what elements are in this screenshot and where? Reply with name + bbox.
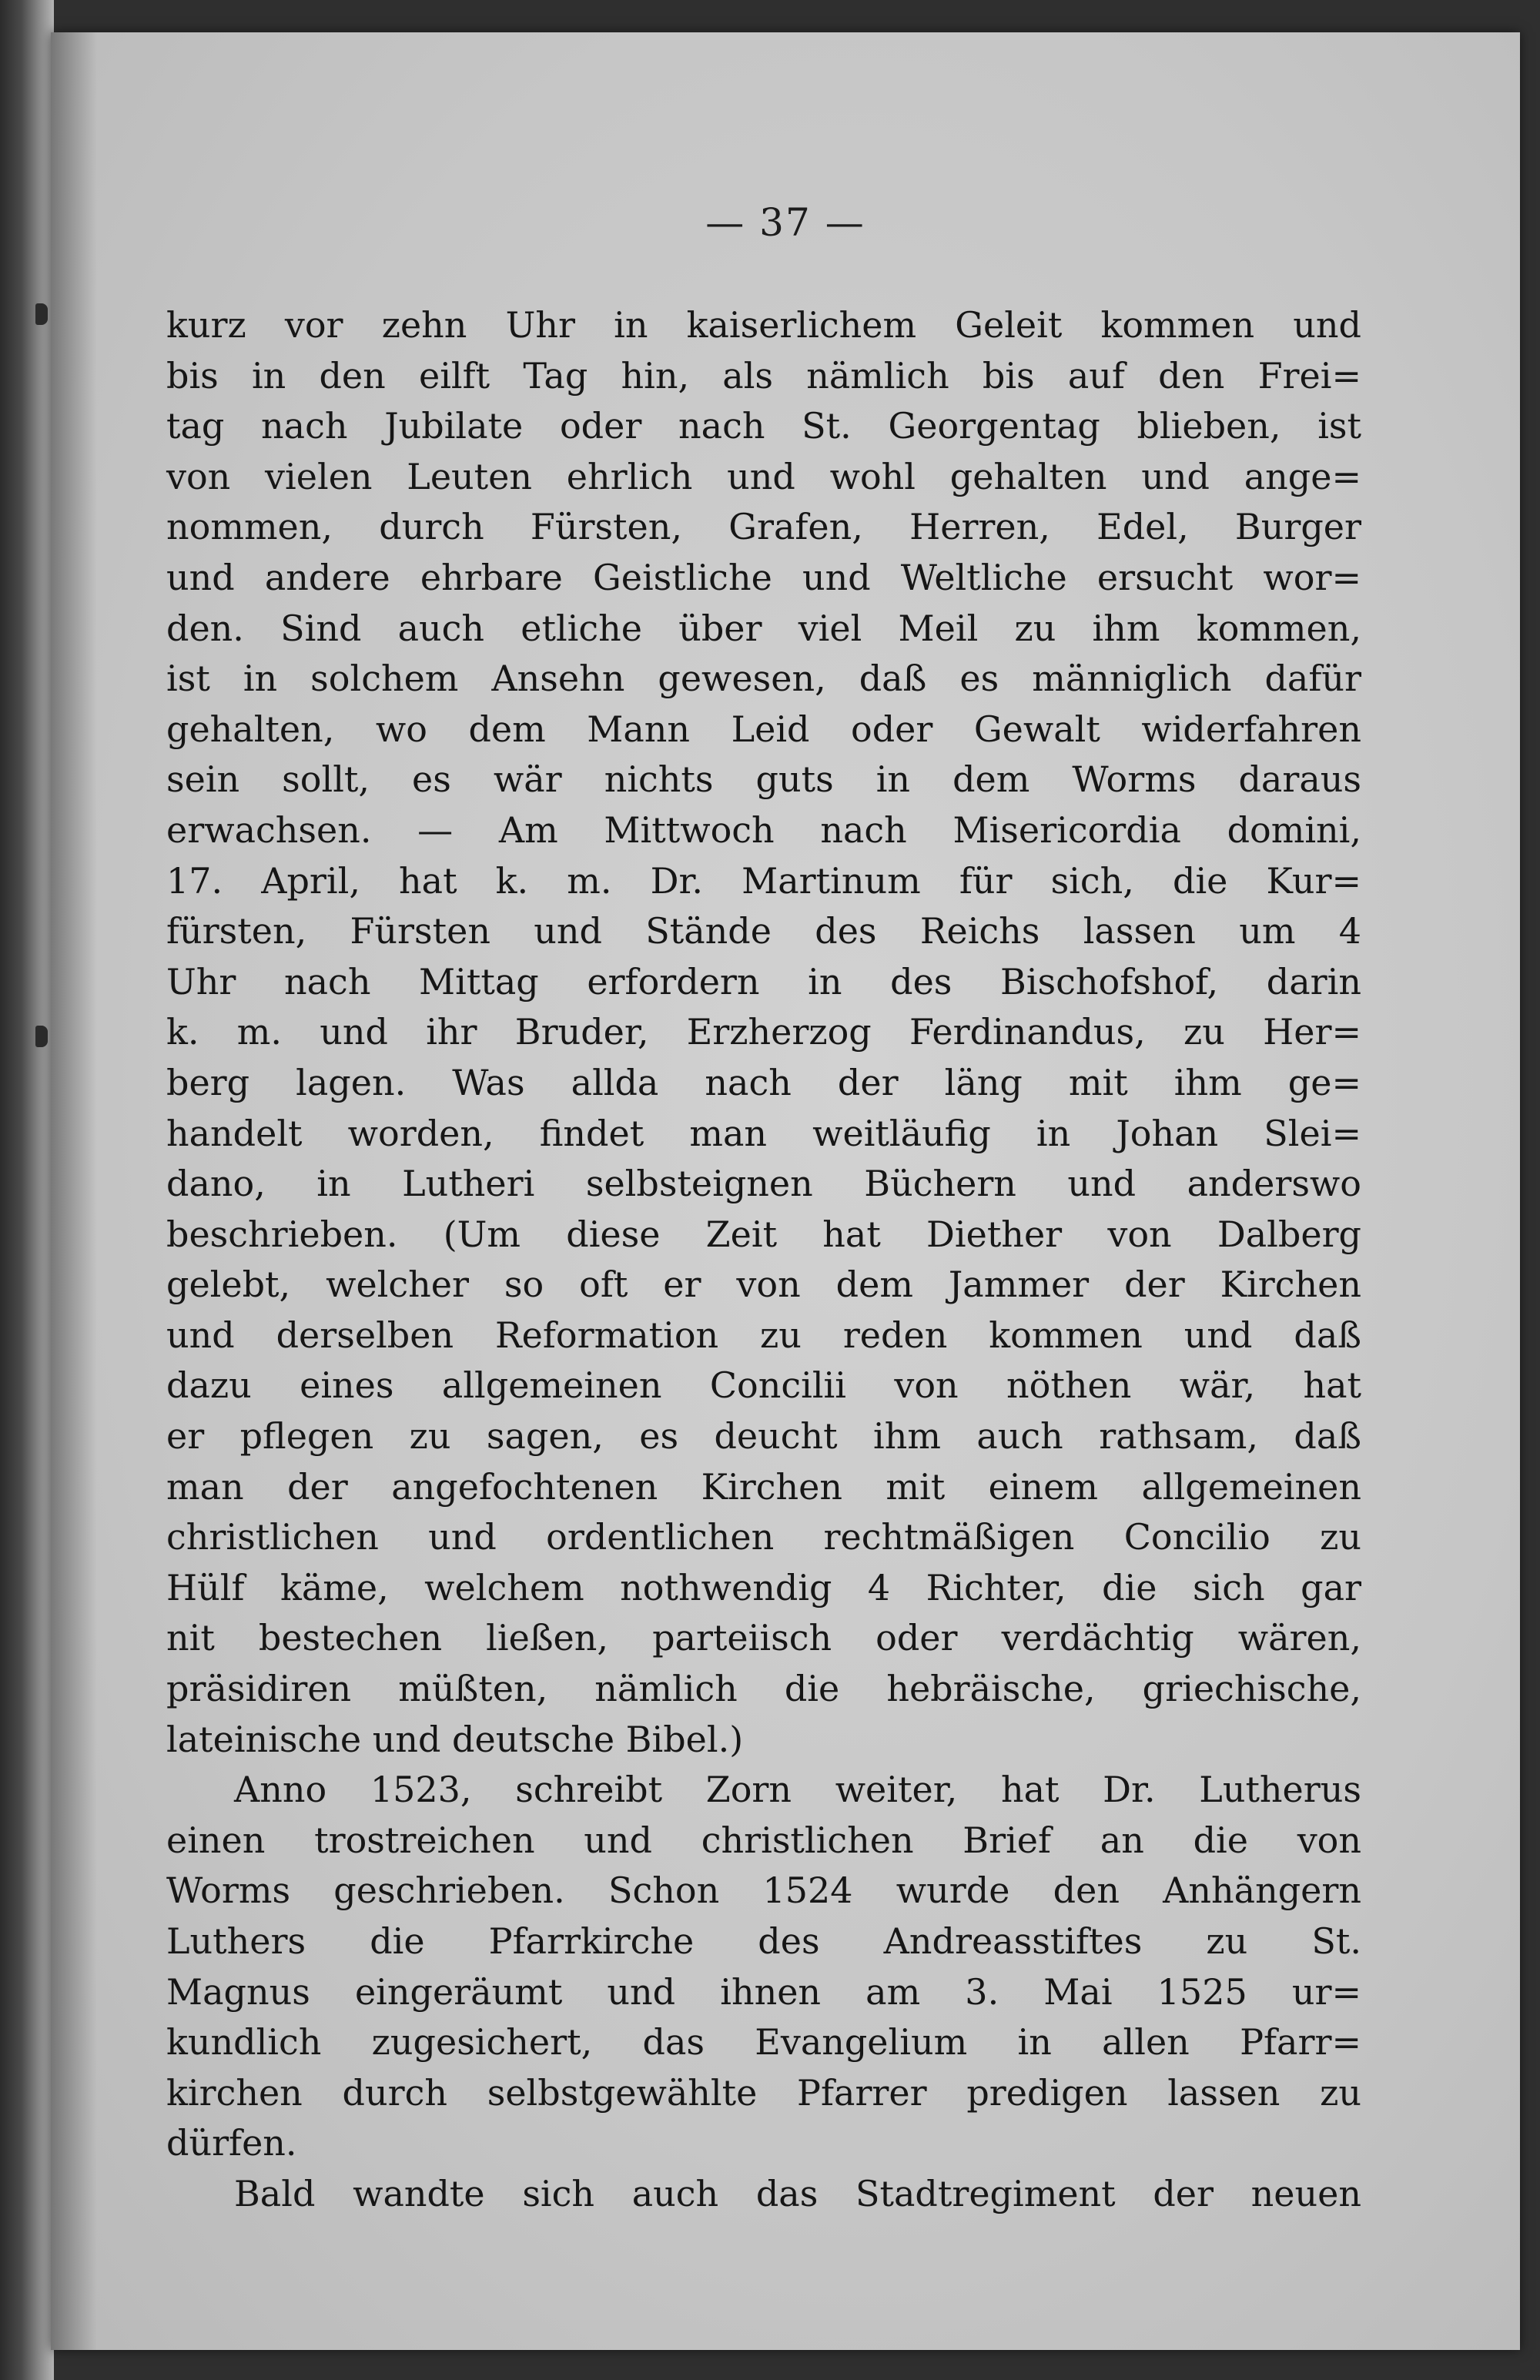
text-line-paragraph-start: Bald wandte sich auch das Stadtregiment der neuen bbox=[234, 2172, 1361, 2214]
text-line: 17. April, hat k. m. Dr. Martinum für sich, die Kur= bbox=[166, 859, 1361, 902]
text-line: Luthers die Pfarrkirche des Andreasstiftes zu St. bbox=[166, 1920, 1361, 1962]
text-line: gelebt, welcher so oft er von dem Jammer der Kirchen bbox=[166, 1264, 1361, 1306]
text-line: kurz vor zehn Uhr in kaiserlichem Geleit kommen und bbox=[166, 304, 1361, 346]
text-line: Worms geschrieben. Schon 1524 wurde den Anhängern bbox=[166, 1870, 1361, 1912]
adjacent-page-edge bbox=[0, 0, 54, 2380]
text-line: handelt worden, findet man weitläufig in Johan Slei= bbox=[166, 1112, 1361, 1154]
text-line: kirchen durch selbstgewählte Pfarrer predigen lassen zu bbox=[166, 2071, 1361, 2114]
margin-mark-top bbox=[35, 303, 48, 325]
text-line: tag nach Jubilate oder nach St. Georgentag blieben, ist bbox=[166, 405, 1361, 447]
text-line: dano, in Lutheri selbsteignen Büchern und anderswo bbox=[166, 1163, 1361, 1205]
book-page bbox=[51, 32, 1520, 2350]
text-line-paragraph-end: dürfen. bbox=[166, 2122, 297, 2164]
text-line: Magnus eingeräumt und ihnen am 3. Mai 1525 ur= bbox=[166, 1970, 1361, 2013]
text-line: und derselben Reformation zu reden kommen und daß bbox=[166, 1314, 1361, 1356]
text-line: nommen, durch Fürsten, Grafen, Herren, Edel, Burger bbox=[166, 506, 1361, 548]
text-line: man der angefochtenen Kirchen mit einem allgemeinen bbox=[166, 1465, 1361, 1508]
text-line: und andere ehrbare Geistliche und Weltliche ersucht wor= bbox=[166, 556, 1361, 598]
text-line: christlichen und ordentlichen rechtmäßigen Concilio zu bbox=[166, 1516, 1361, 1558]
page-number: — 37 — bbox=[705, 200, 865, 245]
text-line: nit bestechen ließen, parteiisch oder verdächtig wären, bbox=[166, 1617, 1361, 1659]
text-line: bis in den eilft Tag hin, als nämlich bis auf den Frei= bbox=[166, 354, 1361, 397]
text-line: Hülf käme, welchem nothwendig 4 Richter, die sich gar bbox=[166, 1566, 1361, 1608]
text-line-paragraph-start: Anno 1523, schreibt Zorn weiter, hat Dr. Lutherus bbox=[234, 1769, 1361, 1811]
text-line: kundlich zugesichert, das Evangelium in allen Pfarr= bbox=[166, 2021, 1361, 2064]
gutter-shadow bbox=[51, 32, 97, 2350]
margin-mark-middle bbox=[35, 1026, 48, 1047]
text-line: er pflegen zu sagen, es deucht ihm auch rathsam, daß bbox=[166, 1415, 1361, 1458]
text-line: Uhr nach Mittag erfordern in des Bischofshof, darin bbox=[166, 960, 1361, 1003]
text-line-paragraph-end: lateinische und deutsche Bibel.) bbox=[166, 1718, 744, 1760]
text-line: den. Sind auch etliche über viel Meil zu ihm kommen, bbox=[166, 607, 1361, 649]
text-line: ist in solchem Ansehn gewesen, daß es männiglich dafür bbox=[166, 658, 1361, 700]
text-line: präsidiren müßten, nämlich die hebräische, griechische, bbox=[166, 1668, 1361, 1710]
text-line: beschrieben. (Um diese Zeit hat Diether von Dalberg bbox=[166, 1213, 1361, 1255]
text-line: sein sollt, es wär nichts guts in dem Worms daraus bbox=[166, 758, 1361, 801]
text-line: fürsten, Fürsten und Stände des Reichs lassen um 4 bbox=[166, 910, 1361, 952]
text-line: einen trostreichen und christlichen Brief an die von bbox=[166, 1819, 1361, 1861]
text-line: dazu eines allgemeinen Concilii von nöthen wär, hat bbox=[166, 1364, 1361, 1407]
text-line: berg lagen. Was allda nach der läng mit ihm ge= bbox=[166, 1061, 1361, 1103]
text-line: gehalten, wo dem Mann Leid oder Gewalt widerfahren bbox=[166, 708, 1361, 750]
text-line: von vielen Leuten ehrlich und wohl gehalten und ange= bbox=[166, 455, 1361, 497]
text-line: erwachsen. — Am Mittwoch nach Misericordia domini, bbox=[166, 808, 1361, 851]
body-text bbox=[166, 300, 1361, 2220]
text-line: k. m. und ihr Bruder, Erzherzog Ferdinandus, zu Her= bbox=[166, 1011, 1361, 1053]
